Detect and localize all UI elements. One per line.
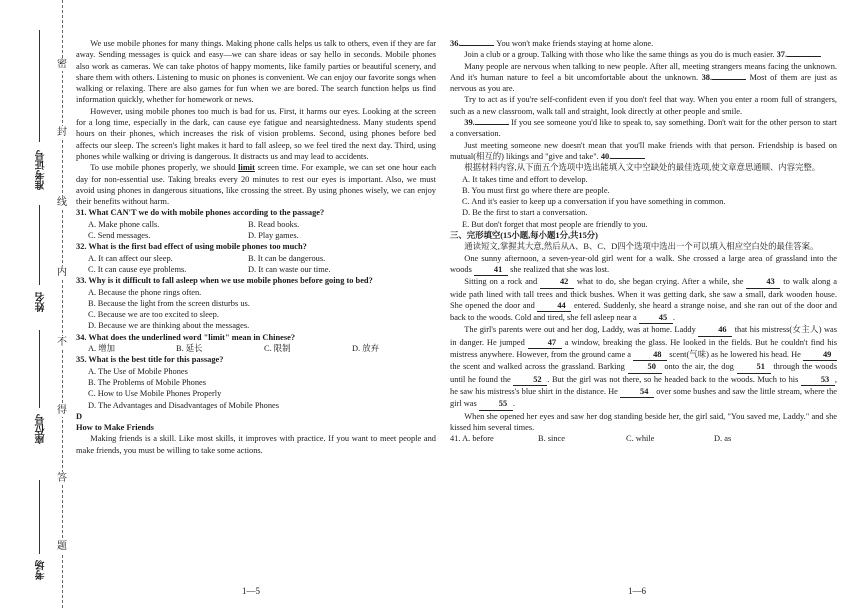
choice-option: E. But don't forget that most people are friendly to you. — [462, 219, 648, 229]
option: 41. A. before — [450, 434, 494, 444]
passage-c-paragraph-2: However, using mobile phones too much is bad for us. First, it harms our eyes. Looking at the screen for a long time, especially in the dark, can cause eye fatigue and nearsightedness. Many students spend hours on their phones, which increases the risk of vision problems. Second, using phones before bed affects our sleep. The screen's light makes it hard to fall asleep, so we feel tired the next day. Third, using phones while walking or driving is dangerous. It distracts us and may lead to accidents. — [76, 106, 436, 161]
question-31: 31. What CAN'T we do with mobile phones according to the passage? — [76, 208, 325, 218]
cloze-blank[interactable]: 52 — [513, 374, 547, 386]
seal-char: 线 — [57, 197, 67, 208]
option: D. as — [714, 434, 732, 444]
option: C. Send messages. — [88, 231, 151, 241]
cloze-paragraph-3: The girl's parents were out and her dog, Laddy, was at home. Laddy 46 that his mistress(女主人) was in danger. He jumped 47 a window, breaking the glass. He looked in the fields. But he couldn't find his mistress anywhere. However, from the ground came a 48 scent(气味) as he lowered his head. He 49 the scent and walked across the grassland. Barking 50 onto the air, the dog 51 through the woods until he found the 52 . But the girl was not there, so he headed back to the woods. Much to his 53 , he saw his mistress's blue shirt in the distance. He 54 over some bushes and saw the little stream, where the girl was 55 . — [450, 324, 837, 410]
cloze-paragraph-1: One sunny afternoon, a seven-year-old girl went for a walk. She crossed a large area of grassland into the woods 41 she realized that she was lost. — [450, 253, 837, 277]
cloze-blank[interactable]: 51 — [737, 361, 771, 373]
cloze-blank[interactable]: 50 — [628, 361, 662, 373]
seal-char: 密 — [57, 59, 67, 70]
question-33-option: C. Because we are too excited to sleep. — [88, 310, 219, 320]
question-34-options — [76, 343, 436, 354]
binding-margin — [0, 0, 72, 608]
answer-blank[interactable] — [460, 45, 494, 46]
question-32-options — [76, 253, 436, 276]
question-33: 33. Why is it difficult to fall asleep when we use mobile phones before going to bed? — [76, 276, 373, 286]
cloze-paragraph-2: Sitting on a rock and 42 what to do, she began crying. After a while, she 43 to walk along a wide path lined with tall trees and thick bushes. When it was getting dark, she saw a small, dark wooden house. She opened the door and 44 entered. Suddenly, she heard a strange noise, and she ran out of the door and back to the woods. Cold and tired, she fell asleep near a 45 . — [450, 276, 837, 324]
name-label: 姓名 — [36, 292, 47, 312]
cloze-blank[interactable]: 48 — [633, 349, 667, 361]
seal-char: 题 — [57, 541, 67, 552]
seat-number-label: 座位号 — [36, 414, 47, 444]
page-number-right: 1—6 — [628, 586, 646, 596]
answer-blank[interactable] — [611, 158, 645, 159]
cloze-blank[interactable]: 46 — [698, 324, 732, 336]
option: A. Make phone calls. — [88, 219, 160, 229]
cloze-blank[interactable]: 53 — [801, 374, 835, 386]
question-35-option: A. The Use of Mobile Phones — [88, 366, 188, 376]
seal-char: 不 — [57, 337, 67, 348]
paragraph-self-confident: Try to act as if you're self-confident even if you don't feel that way. When you enter a room full of strangers, such as a new classroom, walk tall and straight, look directly at other people and smile. — [450, 95, 837, 116]
passage-d-intro: Making friends is a skill. Like most skills, it improves with practice. If you want to meet people and make friends, you must be willing to take some actions. — [76, 434, 436, 455]
answer-blank[interactable] — [712, 79, 746, 80]
cloze-blank[interactable]: 44 — [537, 300, 571, 312]
right-column — [450, 38, 837, 444]
option: B. since — [538, 434, 565, 444]
question-33-option: D. Because we are thinking about the messages. — [88, 321, 250, 331]
option: A. It can affect our sleep. — [88, 253, 173, 263]
cloze-blank[interactable]: 54 — [620, 386, 654, 398]
paragraph-join-club: Join a club or a group. Talking with those who like the same things as you do is much easier. 37. — [450, 49, 837, 60]
question-35-option: B. The Problems of Mobile Phones — [88, 377, 207, 387]
question-41-options — [450, 433, 837, 444]
underlined-word: limit — [238, 163, 255, 173]
option: C. while — [626, 434, 655, 444]
cloze-blank[interactable]: 41 — [474, 264, 508, 276]
question-33-option: B. Because the light from the screen disturbs us. — [88, 298, 250, 308]
cloze-blank[interactable]: 47 — [528, 337, 562, 349]
paragraph-friendship: Just meeting someone new doesn't mean that you'll make friends with that person. Friendship is based on mutual(相互的) likings and "give and take". 40. — [450, 140, 837, 161]
answer-blank[interactable] — [475, 124, 509, 125]
choice-option: B. You must first go where there are people. — [462, 185, 610, 195]
fill-line — [39, 480, 40, 554]
question-35: 35. What is the best title for this passage? — [76, 355, 224, 365]
question-33-option: A. Because the phone rings often. — [88, 287, 202, 297]
passage-d-title: How to Make Friends — [76, 423, 154, 433]
option: A. 增加 — [88, 344, 115, 354]
option: B. Read books. — [248, 219, 300, 229]
cloze-paragraph-4: When she opened her eyes and saw her dog standing beside her, the girl said, "You saved me, Laddy." and she kissed him several times. — [450, 411, 837, 432]
question-35-option: D. The Advantages and Disadvantages of Mobile Phones — [88, 400, 280, 410]
instruction-choose-options: 根据材料内容,从下面五个选项中选出能填入文中空缺处的最佳选项,使文章意思通顺、内容完整。 — [464, 163, 821, 173]
choice-option: A. It takes time and effort to develop. — [462, 174, 588, 184]
option: D. 放弃 — [352, 344, 379, 354]
question-32: 32. What is the first bad effect of using mobile phones too much? — [76, 242, 307, 252]
option: D. Play games. — [248, 231, 299, 241]
cloze-blank[interactable]: 43 — [746, 276, 780, 288]
seal-char: 得 — [57, 405, 67, 416]
cloze-blank[interactable]: 42 — [540, 276, 574, 288]
seal-char: 封 — [57, 127, 67, 138]
cloze-blank[interactable]: 45 — [639, 312, 673, 324]
choice-option: D. Be the first to start a conversation. — [462, 208, 588, 218]
page-number-left: 1—5 — [242, 586, 260, 596]
sentence-39: 39. If you see someone you'd like to speak to, say something. Don't wait for the other person to start a conversation. — [450, 118, 837, 139]
paragraph-nervous: Many people are nervous when talking to new people. After all, meeting strangers means facing the unknown. And it's human nature to feel a bit uncomfortable about the unknown. 38. Most of them are just as nervous as you are. — [450, 61, 837, 94]
question-35-option: C. How to Use Mobile Phones Properly — [88, 389, 222, 399]
fill-line — [39, 330, 40, 408]
cloze-blank[interactable]: 49 — [803, 349, 837, 361]
passage-c-paragraph-1: We use mobile phones for many things. Making phone calls helps us talk to others, even if they are far away. Sending messages is quick and easy—we can share ideas or say hello in seconds. Mobile phones also work as cameras. We can take photos of happy moments, like family parties or beautiful scenery, and share them with others. Listening to music on phones is convenient. We can enjoy our favorite songs when walking or relaxing. There are also games for fun when we are bored. The search function helps us find information quickly, whether for homework or news. — [76, 39, 436, 105]
choice-option: C. And it's easier to keep up a conversation if you have something in common. — [462, 197, 726, 207]
question-31-options — [76, 219, 436, 242]
option: C. 限制 — [264, 344, 291, 354]
cloze-blank[interactable]: 55 — [479, 398, 513, 410]
option: C. It can cause eye problems. — [88, 264, 187, 274]
exam-room-label: 考场 — [36, 560, 47, 580]
answer-blank[interactable] — [787, 56, 821, 57]
seal-char: 答 — [57, 473, 67, 484]
seal-char: 内 — [57, 267, 67, 278]
option: D. It can waste our time. — [248, 264, 331, 274]
sentence-36: 36. You won't make friends staying at home alone. — [450, 39, 654, 48]
fill-line — [39, 205, 40, 285]
option: B. It can be dangerous. — [248, 253, 326, 263]
cloze-instruction: 通读短文,掌握其大意,然后从A、B、C、D四个选项中选出一个可以填入相应空白处的最佳答案。 — [464, 242, 819, 252]
left-column — [76, 38, 436, 456]
cut-line — [62, 0, 63, 608]
exam-number-label: 准考证号 — [36, 150, 47, 190]
section-3-heading: 三、完形填空(15小题,每小题1分,共15分) — [450, 231, 598, 241]
fill-line — [39, 30, 40, 142]
question-34: 34. What does the underlined word "limit" mean in Chinese? — [76, 332, 296, 342]
passage-c-paragraph-3: To use mobile phones properly, we should limit screen time. For example, we can set one hour each day for non-essential use. Taking breaks every 20 minutes to rest our eyes is important. Also, we must avoid using phones in dangerous situations, like crossing the street. By using phones wisely, we can enjoy their benefits without harm. — [76, 163, 437, 207]
option: B. 延长 — [176, 344, 203, 354]
section-d-letter: D — [76, 411, 83, 421]
